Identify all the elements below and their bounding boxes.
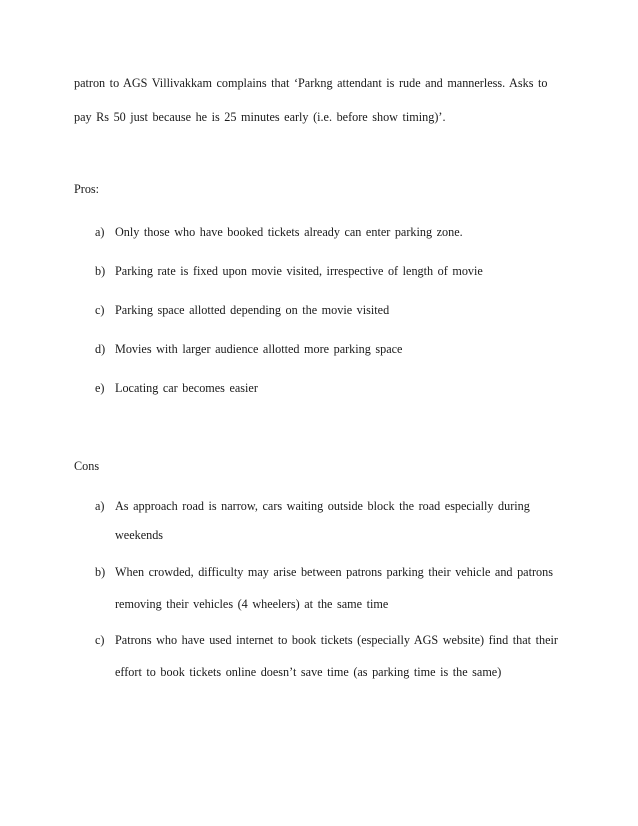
list-item-text: As approach road is narrow, cars waiting outside block the road especially during [115,499,530,513]
list-marker: b) [95,264,106,278]
list-marker: b) [95,565,106,579]
list-item-text: Patrons who have used internet to book tickets (especially AGS website) find that their [115,633,558,647]
list-item-text: When crowded, difficulty may arise between patrons parking their vehicle and patrons [115,565,553,579]
list-item-text: Parking space allotted depending on the movie visited [115,303,390,317]
list-marker: c) [95,633,105,647]
list-item-text: Locating car becomes easier [115,381,258,395]
intro-line-2: pay Rs 50 just because he is 25 minutes early (i.e. before show timing)’. [74,110,446,124]
list-item-text-continued: effort to book tickets online doesn’t save time (as parking time is the same) [115,665,502,679]
pros-heading: Pros: [74,182,100,196]
list-item-text: Only those who have booked tickets already can enter parking zone. [115,225,463,239]
list-marker: d) [95,342,106,356]
cons-heading: Cons [74,459,100,473]
list-marker: e) [95,381,105,395]
list-item-text-continued: removing their vehicles (4 wheelers) at the same time [115,597,389,611]
list-marker: a) [95,499,105,513]
list-item-text: Movies with larger audience allotted more parking space [115,342,403,356]
list-marker: a) [95,225,105,239]
intro-line-1: patron to AGS Villivakkam complains that ‘Parkng attendant is rude and mannerless. Asks to [74,76,548,90]
list-marker: c) [95,303,105,317]
list-item-text-continued: weekends [115,528,164,542]
list-item-text: Parking rate is fixed upon movie visited, irrespective of length of movie [115,264,483,278]
